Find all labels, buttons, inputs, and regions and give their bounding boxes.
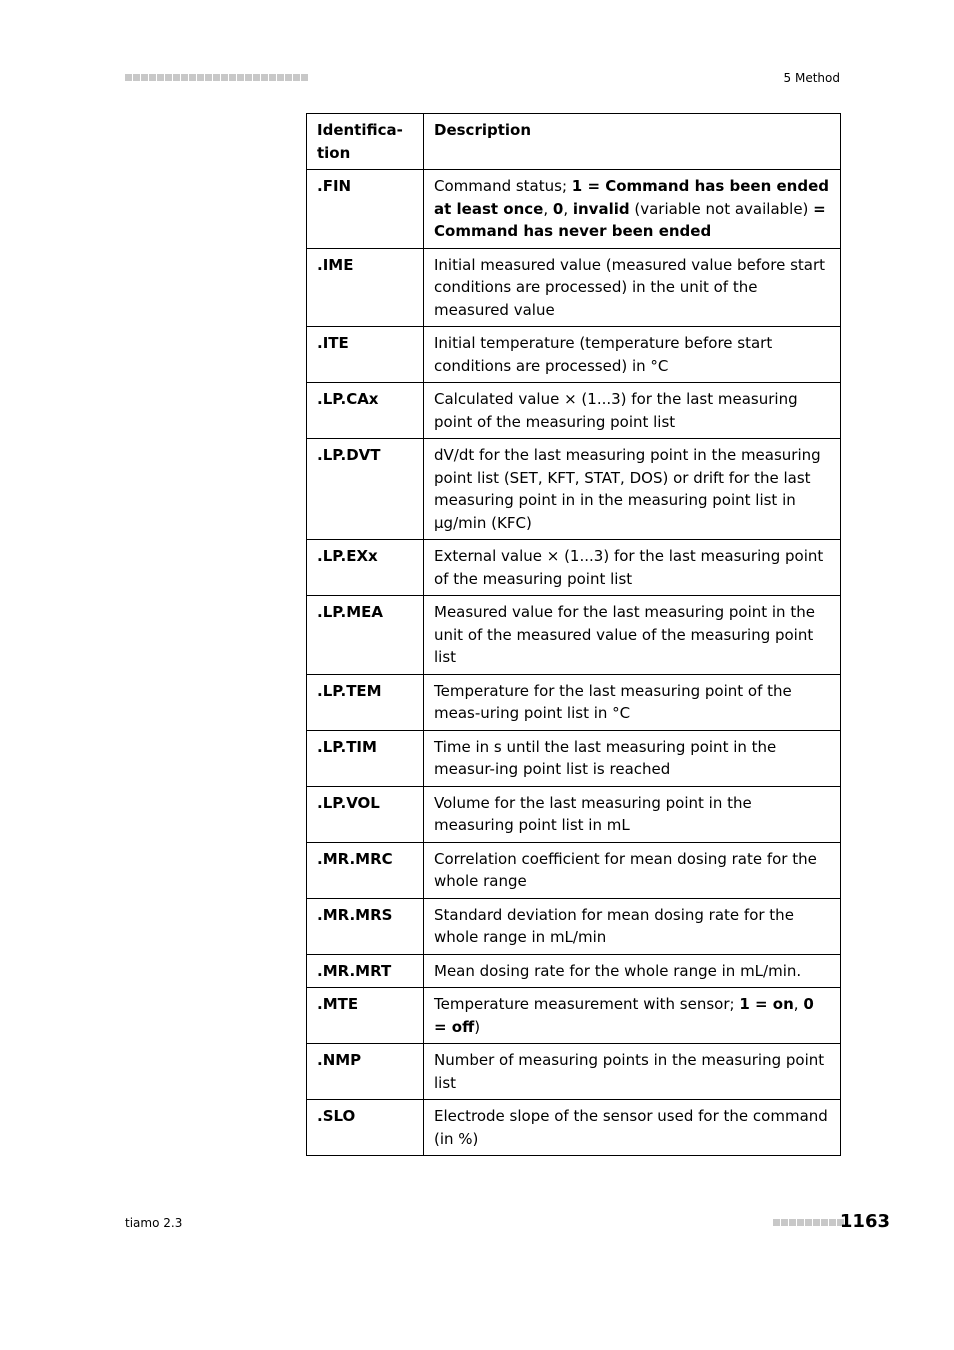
decoration-square bbox=[157, 74, 164, 81]
decoration-square bbox=[813, 1219, 820, 1226]
description-text: , bbox=[793, 995, 804, 1013]
identification-cell: .LP.MEA bbox=[307, 596, 424, 675]
description-text: Electrode slope of the sensor used for the command (in %) bbox=[434, 1107, 828, 1148]
description-text: Calculated value × (1...3) for the last measuring point of the measuring point list bbox=[434, 390, 798, 431]
table-row bbox=[307, 1044, 841, 1100]
table-row bbox=[307, 596, 841, 675]
table-row bbox=[307, 439, 841, 540]
decoration-square bbox=[789, 1219, 796, 1226]
page-number: 1163 bbox=[839, 1211, 890, 1232]
decoration-square bbox=[149, 74, 156, 81]
variables-table bbox=[306, 113, 841, 1156]
description-cell bbox=[424, 730, 841, 786]
decoration-square bbox=[293, 74, 300, 81]
identification-cell: .FIN bbox=[307, 170, 424, 249]
decoration-square bbox=[125, 74, 132, 81]
description-text: Command status; bbox=[434, 177, 572, 195]
identification-cell: .MR.MRS bbox=[307, 898, 424, 954]
decoration-square bbox=[797, 1219, 804, 1226]
identification-cell: .SLO bbox=[307, 1100, 424, 1156]
description-cell bbox=[424, 596, 841, 675]
table-row bbox=[307, 383, 841, 439]
description-text: External value × (1...3) for the last measuring point of the measuring point list bbox=[434, 547, 824, 588]
description-text: Initial measured value (measured value before start conditions are processed) in the unit of the measured value bbox=[434, 255, 826, 319]
identification-cell: .NMP bbox=[307, 1044, 424, 1100]
description-text: , bbox=[563, 199, 573, 218]
description-cell bbox=[424, 842, 841, 898]
table-row bbox=[307, 954, 841, 988]
decoration-square bbox=[133, 74, 140, 81]
description-cell bbox=[424, 439, 841, 540]
description-bold-text: invalid bbox=[572, 199, 630, 218]
decoration-square bbox=[141, 74, 148, 81]
identification-cell: .MR.MRT bbox=[307, 954, 424, 988]
decoration-square bbox=[773, 1219, 780, 1226]
description-cell bbox=[424, 540, 841, 596]
description-text: Temperature measurement with sensor; bbox=[434, 995, 740, 1013]
section-title: 5 Method bbox=[783, 71, 840, 85]
description-text: ) bbox=[474, 1017, 481, 1036]
table-row bbox=[307, 327, 841, 383]
identification-cell: .MTE bbox=[307, 988, 424, 1044]
description-cell bbox=[424, 1100, 841, 1156]
decoration-square bbox=[245, 74, 252, 81]
decoration-square bbox=[165, 74, 172, 81]
decoration-square bbox=[301, 74, 308, 81]
table-row bbox=[307, 898, 841, 954]
identification-cell: .IME bbox=[307, 248, 424, 327]
table-row bbox=[307, 1100, 841, 1156]
description-bold-text: 1 = on bbox=[739, 995, 794, 1013]
description-bold-text: 0 bbox=[552, 199, 564, 218]
product-name: tiamo 2.3 bbox=[125, 1216, 183, 1230]
description-text: dV/dt for the last measuring point in the measuring point list (SET, KFT, STAT, DOS) or drift for the last measuring point in in the measuring point list in µg/min (KFC) bbox=[434, 446, 821, 532]
description-cell bbox=[424, 786, 841, 842]
description-cell bbox=[424, 674, 841, 730]
decoration-square bbox=[221, 74, 228, 81]
footer-decoration bbox=[773, 1219, 844, 1226]
description-text: Volume for the last measuring point in the measuring point list in mL bbox=[434, 793, 752, 834]
description-text: Initial temperature (temperature before start conditions are processed) in °C bbox=[434, 334, 773, 375]
decoration-square bbox=[781, 1219, 788, 1226]
description-cell bbox=[424, 327, 841, 383]
column-header-description: Description bbox=[424, 114, 841, 170]
description-text: Temperature for the last measuring point of the meas-uring point list in °C bbox=[434, 681, 792, 722]
decoration-square bbox=[277, 74, 284, 81]
identification-cell: .MR.MRC bbox=[307, 842, 424, 898]
decoration-square bbox=[253, 74, 260, 81]
description-cell bbox=[424, 248, 841, 327]
description-text: Time in s until the last measuring point in the measur-ing point list is reached bbox=[434, 737, 777, 778]
table-row bbox=[307, 786, 841, 842]
decoration-square bbox=[261, 74, 268, 81]
table-row bbox=[307, 842, 841, 898]
table-header-row bbox=[307, 114, 841, 170]
table-row bbox=[307, 730, 841, 786]
description-cell bbox=[424, 954, 841, 988]
identification-cell: .ITE bbox=[307, 327, 424, 383]
identification-cell: .LP.TEM bbox=[307, 674, 424, 730]
identification-cell: .LP.CAx bbox=[307, 383, 424, 439]
decoration-square bbox=[205, 74, 212, 81]
identification-cell: .LP.VOL bbox=[307, 786, 424, 842]
decoration-square bbox=[829, 1219, 836, 1226]
description-text: Mean dosing rate for the whole range in mL/min. bbox=[434, 961, 802, 980]
decoration-square bbox=[805, 1219, 812, 1226]
identification-cell: .LP.DVT bbox=[307, 439, 424, 540]
decoration-square bbox=[181, 74, 188, 81]
table-row bbox=[307, 674, 841, 730]
decoration-square bbox=[285, 74, 292, 81]
description-cell bbox=[424, 383, 841, 439]
decoration-square bbox=[269, 74, 276, 81]
description-cell bbox=[424, 1044, 841, 1100]
decoration-square bbox=[173, 74, 180, 81]
table-row bbox=[307, 540, 841, 596]
decoration-square bbox=[189, 74, 196, 81]
description-text: Correlation coefficient for mean dosing rate for the whole range bbox=[434, 849, 817, 890]
decoration-square bbox=[213, 74, 220, 81]
description-text: Standard deviation for mean dosing rate for the whole range in mL/min bbox=[434, 905, 794, 946]
description-text: Measured value for the last measuring point in the unit of the measured value of the measuring point list bbox=[434, 603, 815, 666]
description-cell bbox=[424, 170, 841, 249]
description-bold-text: 1 = Command has been ended at least once bbox=[434, 177, 830, 218]
identification-cell: .LP.EXx bbox=[307, 540, 424, 596]
description-cell bbox=[424, 988, 841, 1044]
decoration-square bbox=[197, 74, 204, 81]
identification-cell: .LP.TIM bbox=[307, 730, 424, 786]
description-text: (variable not available) bbox=[629, 199, 814, 218]
column-header-identification: Identifica- tion bbox=[307, 114, 424, 170]
description-cell bbox=[424, 898, 841, 954]
table-row bbox=[307, 988, 841, 1044]
description-bold-text: 0 = off bbox=[434, 995, 814, 1036]
table-row bbox=[307, 248, 841, 327]
decoration-square bbox=[821, 1219, 828, 1226]
description-text: , bbox=[543, 199, 553, 218]
decoration-square bbox=[237, 74, 244, 81]
decoration-square bbox=[229, 74, 236, 81]
description-text: Number of measuring points in the measuring point list bbox=[434, 1051, 825, 1092]
header-decoration bbox=[125, 74, 308, 81]
table-row bbox=[307, 170, 841, 249]
description-bold-text: = Command has never been ended bbox=[434, 199, 826, 240]
